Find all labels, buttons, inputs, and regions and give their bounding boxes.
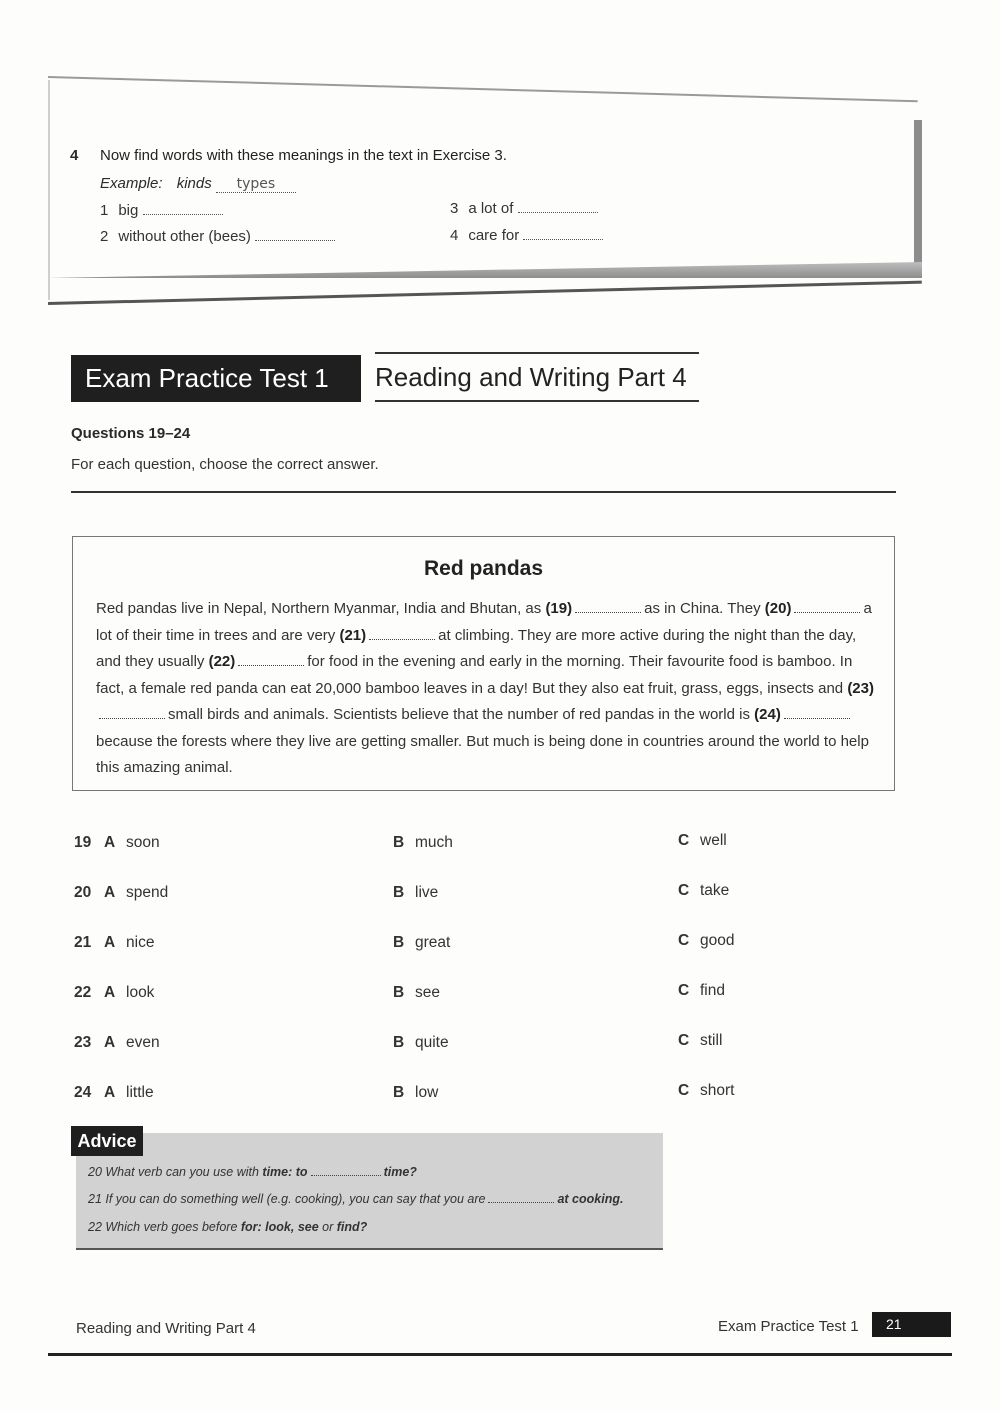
option-text: well	[700, 832, 727, 849]
option-text: see	[415, 984, 440, 1001]
exercise-example	[100, 175, 296, 193]
option-letter: B	[393, 1084, 405, 1101]
option-22-b[interactable]	[393, 984, 440, 1002]
option-letter: C	[678, 982, 690, 999]
page-number: 21	[872, 1312, 951, 1337]
top-box-bottom-rule	[48, 281, 922, 305]
gap-19: (19)	[545, 600, 573, 617]
option-letter: B	[393, 984, 405, 1001]
option-text: spend	[126, 884, 169, 901]
section-heading-part: Reading and Writing Part 4	[375, 352, 699, 402]
exercise-item-2: 2 without other (bees)	[100, 228, 335, 245]
option-letter: A	[104, 934, 116, 951]
gap-blank-19[interactable]	[575, 602, 641, 613]
option-21-a[interactable]	[74, 934, 154, 952]
option-22-c[interactable]	[678, 982, 725, 1000]
example-word: kinds	[176, 175, 212, 192]
exercise-number: 4	[70, 147, 79, 164]
advice-line-20: 20 What verb can you use with time: to time?	[88, 1165, 417, 1179]
option-text: take	[700, 882, 730, 899]
example-label: Example:	[100, 175, 163, 192]
reading-text: Red pandas live in Nepal, Northern Myanmar, India and Bhutan, as (19) as in China. They (20) a lot of their time in trees and are very (21) at climbing. They are more active during the night than the day, and they usually (22) for food in the evening and early in the morning. Their favourite food is bamboo. In fact, a female red panda can eat 20,000 bamboo leaves in a day! But they also eat fruit, grass, eggs, insects and (23)small birds and animals. Scientists believe that the number of red pandas in the world is (24)because the forests where they live are getting smaller. But much is being done in countries around the world to help this amazing animal.	[96, 600, 874, 776]
advice-line-22: 22 Which verb goes before for: look, see or find?	[88, 1220, 368, 1234]
advice-line-21: 21 If you can do something well (e.g. cooking), you can say that you are at cooking.	[88, 1192, 624, 1206]
option-text: nice	[126, 934, 155, 951]
option-text: look	[126, 984, 155, 1001]
gap-23: (23)	[847, 679, 874, 697]
option-text: good	[700, 932, 735, 949]
option-24-c[interactable]	[678, 1082, 734, 1100]
exercise-item-4: 4 care for	[450, 227, 603, 244]
option-text: find	[700, 982, 725, 999]
top-box-border	[48, 76, 918, 102]
footer-section: Reading and Writing Part 4	[76, 1320, 256, 1337]
option-20-b[interactable]	[393, 884, 438, 902]
option-text: quite	[415, 1034, 449, 1051]
option-text: low	[415, 1084, 439, 1101]
option-text: still	[700, 1032, 723, 1049]
answer-blank[interactable]	[518, 212, 598, 213]
option-20-a[interactable]	[74, 884, 168, 902]
divider	[71, 491, 896, 493]
option-text: much	[415, 834, 453, 851]
option-letter: A	[104, 1084, 116, 1101]
option-letter: A	[104, 834, 116, 851]
answer-blank[interactable]	[143, 214, 223, 215]
exercise-item-3: 3 a lot of	[450, 200, 598, 217]
section-heading-test: Exam Practice Test 1	[71, 355, 361, 402]
option-text: even	[126, 1034, 160, 1051]
gap-blank-24[interactable]	[784, 708, 850, 719]
gap-blank-20[interactable]	[794, 602, 860, 613]
option-23-a[interactable]	[74, 1034, 160, 1052]
footer-test: Exam Practice Test 1	[718, 1318, 859, 1335]
gap-blank-22[interactable]	[238, 655, 304, 666]
advice-label: Advice	[71, 1126, 143, 1156]
exercise-item-1: 1 big	[100, 202, 223, 219]
option-20-c[interactable]	[678, 882, 729, 900]
question-number: 20	[74, 884, 92, 901]
top-box-shadow-bottom	[48, 262, 922, 278]
top-box-shadow-right	[914, 120, 922, 278]
option-letter: B	[393, 934, 405, 951]
exercise-instruction: Now find words with these meanings in the text in Exercise 3.	[100, 147, 507, 164]
option-letter: B	[393, 834, 405, 851]
option-24-a[interactable]	[74, 1084, 154, 1102]
option-letter: B	[393, 1034, 405, 1051]
gap-24: (24)	[754, 706, 781, 723]
gap-20: (20)	[764, 600, 792, 617]
gap-blank-23[interactable]	[99, 708, 165, 719]
option-21-c[interactable]	[678, 932, 734, 950]
option-23-c[interactable]	[678, 1032, 722, 1050]
question-number: 21	[74, 934, 92, 951]
answer-blank[interactable]	[255, 240, 335, 241]
option-letter: B	[393, 884, 405, 901]
questions-title: Questions 19–24	[71, 425, 191, 442]
option-text: great	[415, 934, 451, 951]
option-24-b[interactable]	[393, 1084, 438, 1102]
top-box-left-edge	[48, 80, 50, 300]
option-letter: C	[678, 832, 690, 849]
option-text: little	[126, 1084, 154, 1101]
option-23-b[interactable]	[393, 1034, 449, 1052]
option-letter: C	[678, 932, 690, 949]
footer-rule	[48, 1353, 952, 1356]
option-letter: A	[104, 984, 116, 1001]
option-19-c[interactable]	[678, 832, 727, 850]
gap-22: (22)	[208, 653, 236, 670]
option-19-a[interactable]	[74, 834, 160, 852]
option-text: soon	[126, 834, 160, 851]
gap-blank-21[interactable]	[369, 629, 435, 640]
questions-instruction: For each question, choose the correct answer.	[71, 456, 379, 473]
option-letter: A	[104, 884, 116, 901]
option-19-b[interactable]	[393, 834, 453, 852]
example-answer: types	[236, 176, 276, 192]
option-letter: A	[104, 1034, 116, 1051]
gap-21: (21)	[339, 626, 367, 644]
option-letter: C	[678, 882, 690, 899]
option-letter: C	[678, 1082, 690, 1099]
question-number: 22	[74, 984, 92, 1001]
answer-blank[interactable]	[523, 239, 603, 240]
option-text: short	[700, 1082, 735, 1099]
question-number: 23	[74, 1034, 92, 1051]
question-number: 24	[74, 1084, 92, 1101]
option-21-b[interactable]	[393, 934, 450, 952]
reading-title: Red pandas	[423, 557, 544, 580]
option-text: live	[415, 884, 439, 901]
question-number: 19	[74, 834, 92, 851]
option-22-a[interactable]	[74, 984, 154, 1002]
option-letter: C	[678, 1032, 690, 1049]
